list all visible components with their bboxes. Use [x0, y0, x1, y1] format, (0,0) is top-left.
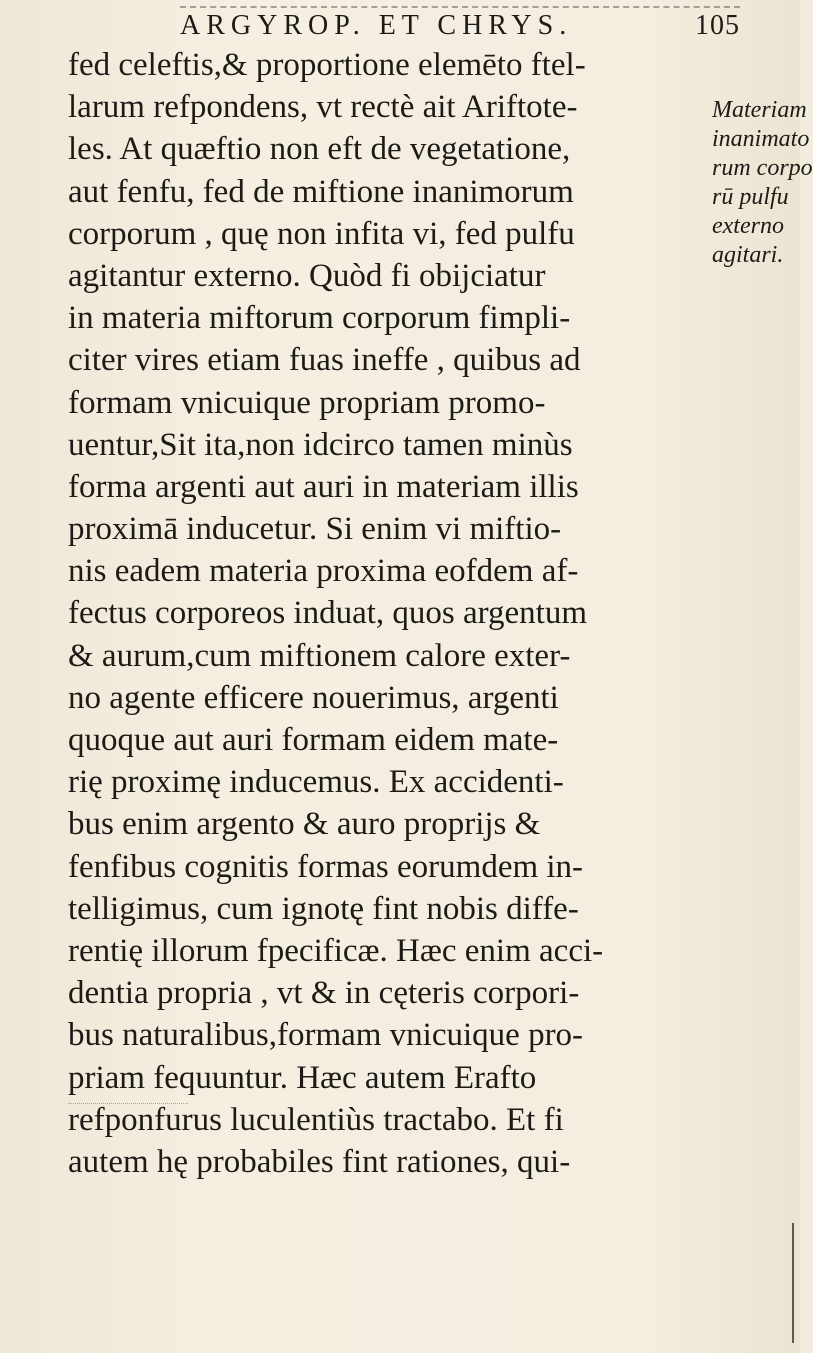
- margin-note-line: inanimato: [712, 126, 810, 152]
- text-line: corporum , quę non infita vi, fed pulfu: [68, 215, 575, 252]
- text-line: autem hę probabiles fint rationes, qui-: [68, 1143, 571, 1180]
- text-line: refponfurus luculentiùs tractabo. Et fi: [68, 1101, 564, 1138]
- text-line: proximā inducetur. Si enim vi miftio-: [68, 511, 562, 548]
- margin-note-line: externo: [712, 213, 784, 239]
- running-header: [180, 6, 740, 42]
- text-line: fenfibus cognitis formas eorumdem in-: [68, 848, 584, 885]
- text-line: no agente efficere nouerimus, argenti: [68, 679, 559, 716]
- page-edge-mark: [792, 1223, 794, 1343]
- text-line: citer vires etiam fuas ineffe , quibus ad: [68, 342, 581, 379]
- text-line: quoque aut auri formam eidem mate-: [68, 722, 559, 758]
- text-line: agitantur externo. Quòd fi obijciatur: [68, 257, 546, 294]
- text-line: priam fequuntur. Hæc autem Erafto: [68, 1059, 537, 1096]
- text-line: & aurum,cum miftionem calore exter-: [68, 637, 571, 674]
- page-number: 105: [695, 10, 740, 41]
- text-line: les. At quæftio non eft de vegetatione,: [68, 131, 571, 168]
- text-line: rentię illorum fpecificæ. Hæc enim acci-: [68, 932, 604, 969]
- running-title: ARGYROP. ET CHRYS.: [180, 10, 573, 41]
- text-line: rię proximę inducemus. Ex accidenti-: [68, 764, 564, 801]
- text-line: bus naturalibus,formam vnicuique pro-: [68, 1017, 584, 1054]
- margin-note-line: rum corpo: [712, 155, 813, 181]
- text-line: bus enim argento & auro proprijs &: [68, 806, 541, 843]
- text-line: fed celeftis,& proportione elemēto ftel-: [68, 47, 586, 83]
- text-line: larum refpondens, vt rectè ait Ariftote-: [68, 89, 578, 126]
- text-line: dentia propria , vt & in cęteris corpori-: [68, 975, 580, 1012]
- text-line: aut fenfu, fed de miftione inanimorum: [68, 173, 574, 210]
- text-line: fectus corporeos induat, quos argentum: [68, 595, 588, 632]
- text-line: formam vnicuique propriam promo-: [68, 384, 546, 421]
- margin-note-line: rū pulfu: [712, 184, 789, 210]
- text-line: telligimus, cum ignotę fint nobis diffe-: [68, 890, 579, 927]
- margin-note-line: Materiam: [712, 97, 807, 123]
- text-line: in materia miftorum corporum fimpli-: [68, 300, 571, 337]
- text-line: forma argenti aut auri in materiam illis: [68, 468, 579, 505]
- text-line: nis eadem materia proxima eofdem af-: [68, 553, 579, 590]
- margin-note-line: agitari.: [712, 242, 784, 268]
- main-text-block: [68, 44, 708, 1183]
- text-line: uentur,Sit ita,non idcirco tamen minùs: [68, 426, 573, 463]
- bottom-rule: [68, 1103, 188, 1104]
- marginal-note: [712, 96, 813, 270]
